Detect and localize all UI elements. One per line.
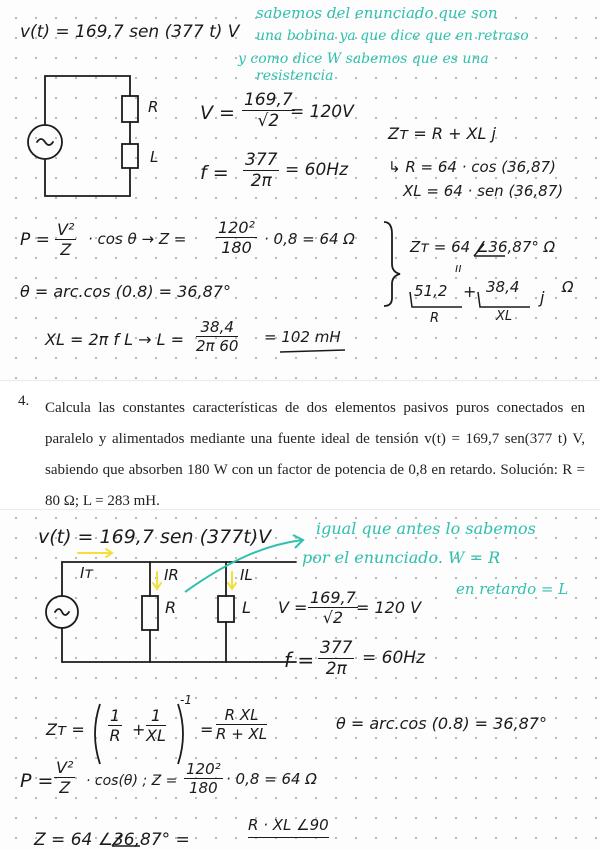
- bottom-p2-num: 120²: [186, 760, 221, 778]
- top-r-equation: ↳ R = 64 · cos (36,87): [388, 158, 556, 176]
- bottom-zt-f2-num: 1: [146, 708, 166, 726]
- bottom-f-fraction: [318, 640, 354, 678]
- bottom-label-l: L: [242, 598, 251, 617]
- bottom-zt-f1-den: R: [109, 726, 121, 745]
- bottom-note-line-3: en retardo = L: [456, 580, 569, 598]
- top-zt-polar: Zт = 64 ∠36,87° Ω: [410, 238, 556, 256]
- bottom-label-it: Iт: [80, 564, 94, 582]
- bottom-zt-f1-num: 1: [110, 706, 121, 725]
- top-voltage-equation: v(t) = 169,7 sen (377 t) V: [20, 22, 240, 42]
- top-v-lhs: V =: [200, 102, 235, 124]
- bottom-v-fraction: [308, 590, 358, 626]
- bottom-p-num: V²: [56, 758, 74, 777]
- top-p-middle: · cos θ → Z =: [88, 230, 187, 248]
- bottom-voltage-equation: v(t) = 169,7 sen (377t)V: [38, 526, 272, 548]
- top-xl-num: 38,4: [196, 320, 238, 337]
- bottom-v-lhs: V =: [278, 598, 308, 617]
- top-p2-den: 180: [221, 238, 252, 257]
- top-p2-num: 120²: [218, 218, 255, 237]
- bottom-p-den: Z: [59, 778, 71, 797]
- top-f-fraction: [243, 152, 279, 190]
- bottom-zt-f3: [216, 708, 267, 742]
- bottom-f-result: = 60Hz: [362, 648, 425, 668]
- problem-text: Calcula las constantes características de dos elementos pasivos puros conectados en paralelo y alimentados mediante una fuente ideal de tensión v(t) = 169,7 sen(377 t) V, sabiendo que absorben 180 W con un factor de potencia de 0,8 en retardo. Solución: R = 80 Ω; L = 283 mH.: [45, 400, 585, 509]
- bottom-p-fraction: [54, 760, 75, 796]
- bottom-zt-f3-den: R + XL: [216, 725, 268, 743]
- bottom-f-den: 2π: [325, 659, 347, 679]
- top-zt-rect-r: 51,2: [414, 282, 448, 300]
- top-zt-sub-xl: XL: [496, 309, 513, 324]
- bottom-p2-fraction: [184, 762, 223, 796]
- bottom-p-lhs: P =: [20, 770, 54, 792]
- top-f-num: 377: [245, 150, 278, 170]
- top-xl-result: = 102 mH: [264, 328, 341, 346]
- top-xl-lhs: XL = 2π f L → L =: [45, 330, 184, 349]
- bottom-zt-plus: +: [132, 720, 146, 739]
- bottom-zt-eq2: =: [200, 720, 214, 739]
- top-p-num: V²: [57, 220, 75, 239]
- bottom-last-num: R · XL ∠90: [248, 818, 329, 838]
- top-xl-den: 2π 60: [196, 337, 239, 355]
- bottom-note-line-1: igual que antes lo sabemos: [316, 519, 536, 538]
- bottom-zt-f3-num: R XL: [216, 708, 267, 725]
- top-p-den: Z: [60, 240, 72, 259]
- top-zt-rect-j: j: [540, 288, 545, 307]
- bottom-p-result: · 0,8 = 64 Ω: [226, 770, 317, 788]
- bottom-zt-f2: [146, 708, 166, 744]
- top-f-result: = 60Hz: [285, 160, 348, 180]
- top-xl-fraction: [196, 320, 238, 354]
- top-zt-sub-r: R: [430, 311, 440, 326]
- bottom-label-ir: IR: [164, 566, 179, 584]
- bottom-zt-f1: [108, 708, 122, 744]
- bottom-f-num: 377: [320, 638, 353, 658]
- bottom-note-line-2: por el enunciado. W = R: [302, 548, 501, 567]
- bottom-zt-lhs: Zт =: [46, 720, 85, 739]
- bottom-f-lhs: f =: [284, 648, 315, 672]
- top-note-line-2: una bobina ya que dice que en retraso: [256, 28, 529, 44]
- top-note-line-1: sabemos del enunciado que son: [256, 4, 498, 22]
- top-p2-fraction: [216, 220, 257, 256]
- bottom-v-num: 169,7: [310, 588, 356, 607]
- top-f-den: 2π: [250, 171, 272, 191]
- problem-statement: [0, 380, 600, 510]
- top-zt-equation: Zт = R + XL j: [388, 124, 496, 143]
- top-theta-equation: θ = arc.cos (0.8) = 36,87°: [20, 282, 231, 301]
- bottom-label-il: IL: [240, 566, 253, 584]
- bottom-zt-f2-den: XL: [146, 726, 166, 745]
- bottom-theta-equation: θ = arc.cos (0.8) = 36,87°: [336, 714, 547, 733]
- top-v-result: = 120V: [290, 102, 354, 122]
- top-label-r: R: [148, 98, 159, 116]
- bottom-p-middle: · cos(θ) ; Z =: [86, 773, 178, 789]
- top-p-lhs: P =: [20, 230, 50, 250]
- top-zt-rect-plus: +: [463, 282, 477, 301]
- bottom-zt-exponent: -1: [180, 693, 192, 707]
- problem-number: 4.: [18, 393, 30, 409]
- top-label-l: L: [150, 148, 159, 166]
- top-xl-equation: XL = 64 · sen (36,87): [403, 182, 564, 200]
- top-v-fraction: [242, 92, 295, 130]
- top-f-lhs: f =: [200, 162, 229, 184]
- bottom-v-den: √2: [322, 608, 344, 627]
- top-note-line-3: y como dice W sabemos que es una: [238, 51, 489, 67]
- bottom-label-r: R: [165, 598, 177, 617]
- top-zt-rect-xl: 38,4: [486, 278, 520, 296]
- top-note-line-4: resistencia: [256, 68, 334, 84]
- bottom-p2-den: 180: [189, 779, 218, 797]
- top-v-den: √2: [257, 111, 280, 131]
- top-v-num: 169,7: [244, 90, 293, 110]
- bottom-v-result: = 120 V: [356, 598, 422, 617]
- top-p-fraction: [55, 222, 76, 258]
- top-equals-mark: ıı: [455, 261, 462, 275]
- top-p-result: · 0,8 = 64 Ω: [264, 230, 355, 248]
- top-zt-rect-ohm: Ω: [562, 278, 574, 296]
- bottom-last-lhs: Z = 64 ∠36,87° =: [34, 830, 190, 850]
